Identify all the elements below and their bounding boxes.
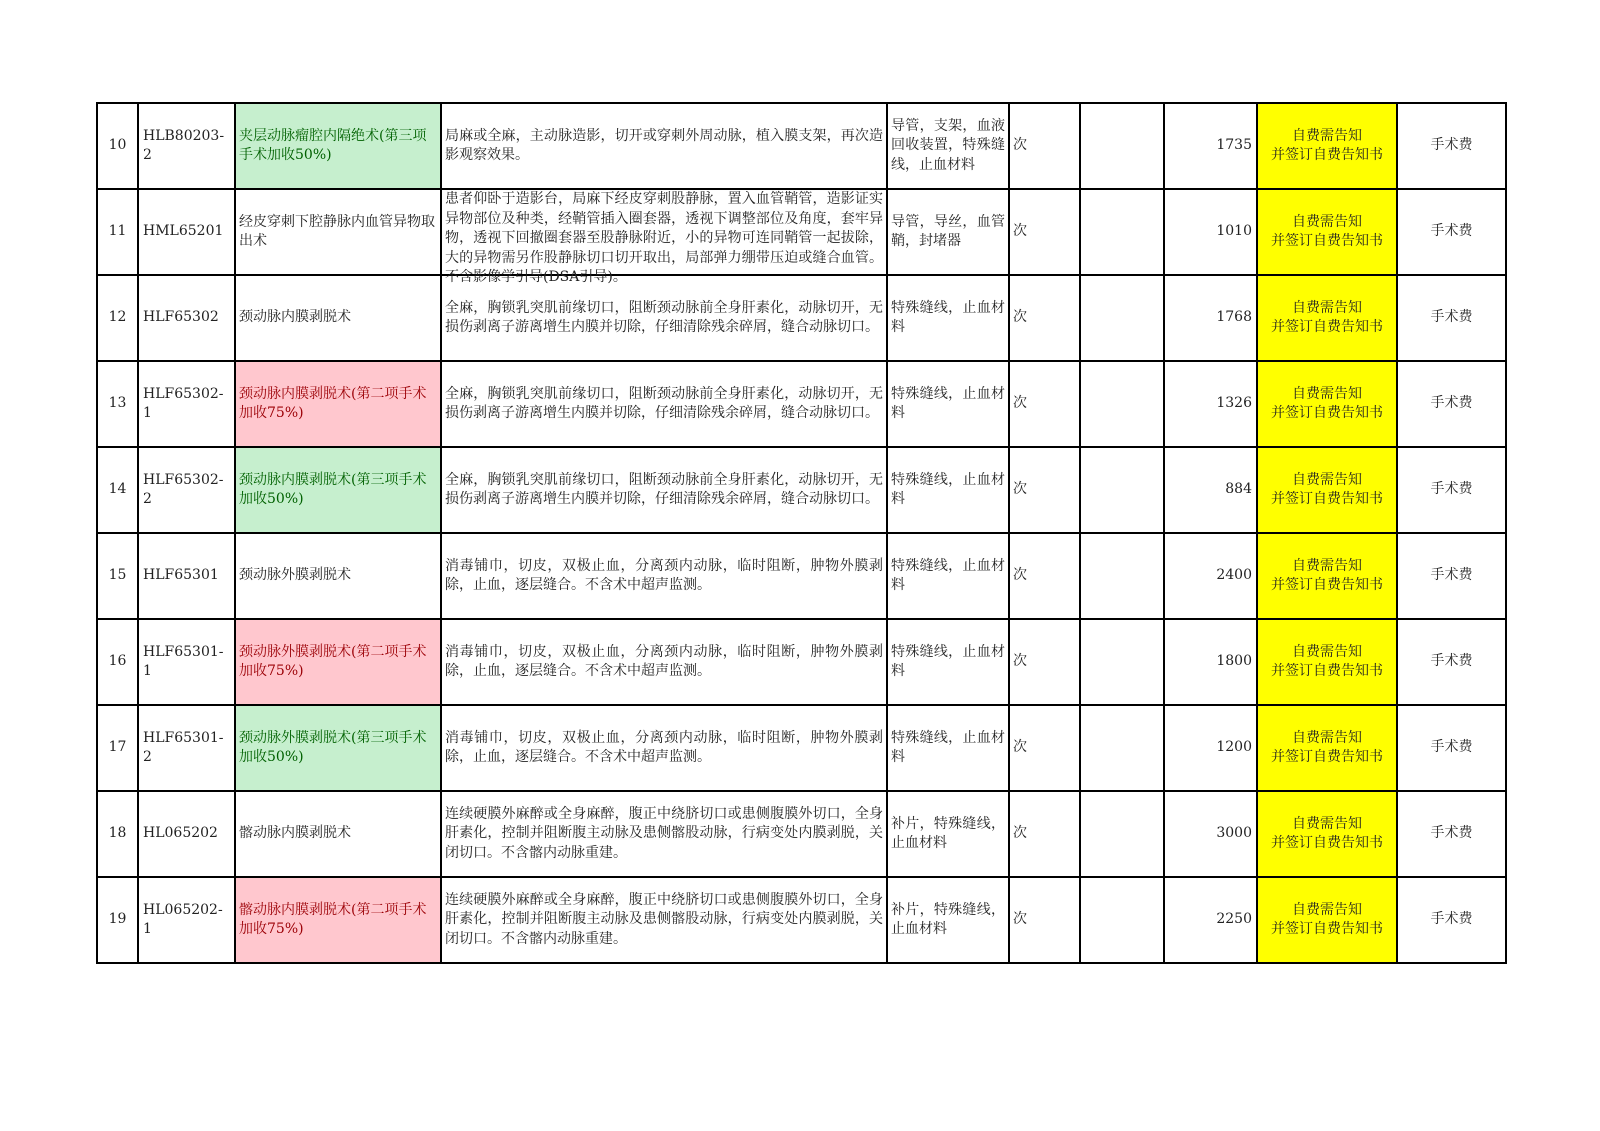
unit-cell: 次 bbox=[1009, 877, 1080, 963]
fee-category-cell: 手术费 bbox=[1397, 361, 1506, 447]
table-row bbox=[97, 275, 1506, 361]
item-code-cell: HLF65302-1 bbox=[138, 361, 235, 447]
item-description-cell: 连续硬膜外麻醉或全身麻醉，腹正中绕脐切口或患侧腹膜外切口，全身肝素化，控制并阻断腹主动脉及患侧髂股动脉，行病变处内膜剥脱，关闭切口。不含髂内动脉重建。 bbox=[441, 877, 887, 963]
item-code-cell: HLF65302-2 bbox=[138, 447, 235, 533]
item-name-cell: 颈动脉外膜剥脱术(第二项手术加收75%) bbox=[235, 619, 441, 705]
self-pay-notice-cell: 自费需告知 并签订自费告知书 bbox=[1257, 791, 1397, 877]
self-pay-notice-cell: 自费需告知 并签订自费告知书 bbox=[1257, 619, 1397, 705]
fee-category-cell: 手术费 bbox=[1397, 791, 1506, 877]
self-pay-notice-cell: 自费需告知 并签订自费告知书 bbox=[1257, 877, 1397, 963]
fee-category-cell: 手术费 bbox=[1397, 275, 1506, 361]
notes-cell bbox=[1080, 877, 1164, 963]
fee-category-cell: 手术费 bbox=[1397, 877, 1506, 963]
self-pay-notice-cell: 自费需告知 并签订自费告知书 bbox=[1257, 361, 1397, 447]
item-number-cell: 15 bbox=[97, 533, 138, 619]
unit-cell: 次 bbox=[1009, 275, 1080, 361]
self-pay-notice-cell: 自费需告知 并签订自费告知书 bbox=[1257, 705, 1397, 791]
item-name-cell: 髂动脉内膜剥脱术 bbox=[235, 791, 441, 877]
item-description-cell: 消毒铺巾，切皮，双极止血，分离颈内动脉，临时阻断，肿物外膜剥除，止血，逐层缝合。不含术中超声监测。 bbox=[441, 533, 887, 619]
table-row bbox=[97, 791, 1506, 877]
table-row bbox=[97, 705, 1506, 791]
item-number-cell: 10 bbox=[97, 103, 138, 189]
item-description-cell: 消毒铺巾，切皮，双极止血，分离颈内动脉，临时阻断，肿物外膜剥除，止血，逐层缝合。不含术中超声监测。 bbox=[441, 619, 887, 705]
unit-cell: 次 bbox=[1009, 533, 1080, 619]
item-code-cell: HLF65301-2 bbox=[138, 705, 235, 791]
item-description-cell: 全麻，胸锁乳突肌前缘切口，阻断颈动脉前全身肝素化，动脉切开，无损伤剥离子游离增生内膜并切除，仔细清除残余碎屑，缝合动脉切口。 bbox=[441, 361, 887, 447]
excluded-materials-cell: 特殊缝线，止血材料 bbox=[887, 619, 1009, 705]
item-number-cell: 12 bbox=[97, 275, 138, 361]
table-row bbox=[97, 447, 1506, 533]
notes-cell bbox=[1080, 103, 1164, 189]
self-pay-notice-cell: 自费需告知 并签订自费告知书 bbox=[1257, 447, 1397, 533]
excluded-materials-cell: 特殊缝线，止血材料 bbox=[887, 361, 1009, 447]
self-pay-notice-cell: 自费需告知 并签订自费告知书 bbox=[1257, 533, 1397, 619]
table-row bbox=[97, 877, 1506, 963]
notes-cell bbox=[1080, 791, 1164, 877]
fee-schedule-body bbox=[97, 103, 1506, 963]
self-pay-notice-cell: 自费需告知 并签订自费告知书 bbox=[1257, 275, 1397, 361]
notes-cell bbox=[1080, 705, 1164, 791]
notes-cell bbox=[1080, 275, 1164, 361]
item-description-cell: 局麻或全麻，主动脉造影，切开或穿刺外周动脉，植入膜支架，再次造影观察效果。 bbox=[441, 103, 887, 189]
price-cell: 1200 bbox=[1164, 705, 1257, 791]
notes-cell bbox=[1080, 533, 1164, 619]
item-code-cell: HLF65302 bbox=[138, 275, 235, 361]
item-description-cell: 连续硬膜外麻醉或全身麻醉，腹正中绕脐切口或患侧腹膜外切口，全身肝素化，控制并阻断腹主动脉及患侧髂股动脉，行病变处内膜剥脱，关闭切口。不含髂内动脉重建。 bbox=[441, 791, 887, 877]
item-number-cell: 19 bbox=[97, 877, 138, 963]
item-code-cell: HL065202 bbox=[138, 791, 235, 877]
item-name-cell: 经皮穿刺下腔静脉内血管异物取出术 bbox=[235, 189, 441, 275]
item-name-cell: 颈动脉外膜剥脱术(第三项手术加收50%) bbox=[235, 705, 441, 791]
notes-cell bbox=[1080, 619, 1164, 705]
price-cell: 3000 bbox=[1164, 791, 1257, 877]
excluded-materials-cell: 特殊缝线，止血材料 bbox=[887, 447, 1009, 533]
excluded-materials-cell: 特殊缝线，止血材料 bbox=[887, 705, 1009, 791]
item-code-cell: HL065202-1 bbox=[138, 877, 235, 963]
table-row bbox=[97, 361, 1506, 447]
item-number-cell: 17 bbox=[97, 705, 138, 791]
item-code-cell: HLF65301 bbox=[138, 533, 235, 619]
item-number-cell: 14 bbox=[97, 447, 138, 533]
fee-category-cell: 手术费 bbox=[1397, 189, 1506, 275]
item-name-cell: 夹层动脉瘤腔内隔绝术(第三项手术加收50%) bbox=[235, 103, 441, 189]
fee-category-cell: 手术费 bbox=[1397, 705, 1506, 791]
item-description-cell: 全麻，胸锁乳突肌前缘切口，阻断颈动脉前全身肝素化，动脉切开，无损伤剥离子游离增生内膜并切除，仔细清除残余碎屑，缝合动脉切口。 bbox=[441, 275, 887, 361]
excluded-materials-cell: 导管，导丝，血管鞘，封堵器 bbox=[887, 189, 1009, 275]
excluded-materials-cell: 特殊缝线，止血材料 bbox=[887, 275, 1009, 361]
price-cell: 1326 bbox=[1164, 361, 1257, 447]
notes-cell bbox=[1080, 189, 1164, 275]
item-name-cell: 颈动脉内膜剥脱术 bbox=[235, 275, 441, 361]
fee-schedule-table bbox=[96, 102, 1507, 964]
excluded-materials-cell: 补片，特殊缝线，止血材料 bbox=[887, 877, 1009, 963]
table-row bbox=[97, 189, 1506, 275]
notes-cell bbox=[1080, 361, 1164, 447]
unit-cell: 次 bbox=[1009, 103, 1080, 189]
notes-cell bbox=[1080, 447, 1164, 533]
item-number-cell: 13 bbox=[97, 361, 138, 447]
price-cell: 884 bbox=[1164, 447, 1257, 533]
item-number-cell: 18 bbox=[97, 791, 138, 877]
excluded-materials-cell: 导管，支架，血液回收装置，特殊缝线，止血材料 bbox=[887, 103, 1009, 189]
table-row bbox=[97, 103, 1506, 189]
self-pay-notice-cell: 自费需告知 并签订自费告知书 bbox=[1257, 103, 1397, 189]
item-name-cell: 颈动脉内膜剥脱术(第二项手术加收75%) bbox=[235, 361, 441, 447]
unit-cell: 次 bbox=[1009, 361, 1080, 447]
excluded-materials-cell: 特殊缝线，止血材料 bbox=[887, 533, 1009, 619]
unit-cell: 次 bbox=[1009, 705, 1080, 791]
fee-category-cell: 手术费 bbox=[1397, 533, 1506, 619]
fee-category-cell: 手术费 bbox=[1397, 103, 1506, 189]
item-code-cell: HLB80203-2 bbox=[138, 103, 235, 189]
price-cell: 2250 bbox=[1164, 877, 1257, 963]
item-code-cell: HML65201 bbox=[138, 189, 235, 275]
price-cell: 1010 bbox=[1164, 189, 1257, 275]
item-name-cell: 颈动脉内膜剥脱术(第三项手术加收50%) bbox=[235, 447, 441, 533]
price-cell: 2400 bbox=[1164, 533, 1257, 619]
fee-category-cell: 手术费 bbox=[1397, 619, 1506, 705]
self-pay-notice-cell: 自费需告知 并签订自费告知书 bbox=[1257, 189, 1397, 275]
price-cell: 1768 bbox=[1164, 275, 1257, 361]
unit-cell: 次 bbox=[1009, 189, 1080, 275]
fee-category-cell: 手术费 bbox=[1397, 447, 1506, 533]
item-code-cell: HLF65301-1 bbox=[138, 619, 235, 705]
item-number-cell: 16 bbox=[97, 619, 138, 705]
item-name-cell: 髂动脉内膜剥脱术(第二项手术加收75%) bbox=[235, 877, 441, 963]
item-description-cell: 全麻，胸锁乳突肌前缘切口，阻断颈动脉前全身肝素化，动脉切开，无损伤剥离子游离增生内膜并切除，仔细清除残余碎屑，缝合动脉切口。 bbox=[441, 447, 887, 533]
unit-cell: 次 bbox=[1009, 791, 1080, 877]
table-row bbox=[97, 533, 1506, 619]
price-cell: 1800 bbox=[1164, 619, 1257, 705]
item-description-cell: 消毒铺巾，切皮，双极止血，分离颈内动脉，临时阻断，肿物外膜剥除，止血，逐层缝合。不含术中超声监测。 bbox=[441, 705, 887, 791]
item-name-cell: 颈动脉外膜剥脱术 bbox=[235, 533, 441, 619]
table-row bbox=[97, 619, 1506, 705]
price-cell: 1735 bbox=[1164, 103, 1257, 189]
item-number-cell: 11 bbox=[97, 189, 138, 275]
unit-cell: 次 bbox=[1009, 447, 1080, 533]
item-description-cell: 患者仰卧于造影台，局麻下经皮穿刺股静脉，置入血管鞘管，造影证实异物部位及种类，经鞘管插入圈套器，透视下调整部位及角度，套牢异物，透视下回撤圈套器至股静脉附近，小的异物可连同鞘管一起拔除，大的异物需另作股静脉切口切开取出，局部弹力绷带压迫或缝合血管。不含影像学引导(DSA引导)。 bbox=[441, 189, 887, 275]
excluded-materials-cell: 补片，特殊缝线，止血材料 bbox=[887, 791, 1009, 877]
unit-cell: 次 bbox=[1009, 619, 1080, 705]
